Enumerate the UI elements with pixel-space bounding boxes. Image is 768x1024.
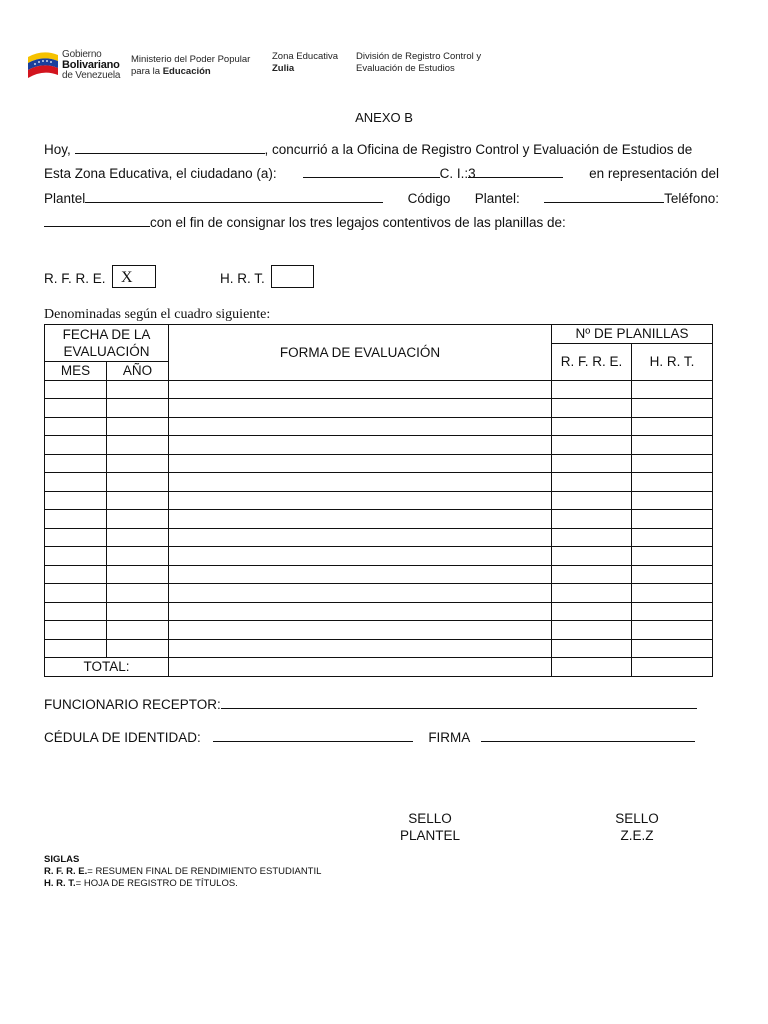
anio-cell[interactable] (107, 417, 169, 436)
rfre-cell[interactable] (552, 528, 632, 547)
rfre-cell[interactable] (552, 491, 632, 510)
anio-cell[interactable] (107, 454, 169, 473)
sello-zez: SELLO Z.E.Z (615, 811, 659, 843)
forma-cell[interactable] (169, 621, 552, 640)
total-rfre-cell[interactable] (552, 658, 632, 677)
hrt-cell[interactable] (632, 528, 713, 547)
forma-cell[interactable] (169, 380, 552, 399)
rfre-cell[interactable] (552, 547, 632, 566)
forma-cell[interactable] (169, 399, 552, 418)
forma-cell[interactable] (169, 639, 552, 658)
forma-cell[interactable] (169, 473, 552, 492)
mes-cell[interactable] (45, 565, 107, 584)
paragraph-line-1: Hoy, , concurrió a la Oficina de Registro Control y Evaluación de Estudios de (44, 138, 719, 162)
forma-cell[interactable] (169, 528, 552, 547)
anio-cell[interactable] (107, 528, 169, 547)
anio-cell[interactable] (107, 621, 169, 640)
rfre-checkbox[interactable]: X (112, 265, 156, 288)
plantel-field[interactable] (85, 187, 383, 203)
anio-cell[interactable] (107, 565, 169, 584)
mes-cell[interactable] (45, 436, 107, 455)
mes-cell[interactable] (45, 584, 107, 603)
forma-cell[interactable] (169, 417, 552, 436)
zona-educativa-header: Zona Educativa Zulia (272, 51, 339, 74)
cedula-firma-line: CÉDULA DE IDENTIDAD: FIRMA (44, 726, 695, 745)
table-row (45, 621, 713, 640)
rfre-cell[interactable] (552, 584, 632, 603)
rfre-cell[interactable] (552, 454, 632, 473)
rfre-column-header: R. F. R. E. (552, 343, 632, 380)
hrt-cell[interactable] (632, 417, 713, 436)
mes-cell[interactable] (45, 399, 107, 418)
rfre-cell[interactable] (552, 510, 632, 529)
table-row (45, 436, 713, 455)
forma-cell[interactable] (169, 547, 552, 566)
anio-cell[interactable] (107, 602, 169, 621)
anio-cell[interactable] (107, 380, 169, 399)
division-header: División de Registro Control y Evaluación de Estudios (356, 51, 482, 74)
total-forma-cell[interactable] (169, 658, 552, 677)
hrt-cell[interactable] (632, 621, 713, 640)
table-row (45, 547, 713, 566)
hrt-label: H. R. T. (220, 271, 265, 286)
rfre-cell[interactable] (552, 473, 632, 492)
hrt-checkbox[interactable] (271, 265, 314, 288)
hrt-cell[interactable] (632, 602, 713, 621)
rfre-label: R. F. R. E. (44, 271, 106, 286)
anio-cell[interactable] (107, 510, 169, 529)
hrt-column-header: H. R. T. (632, 343, 713, 380)
rfre-cell[interactable] (552, 436, 632, 455)
siglas-legend: SIGLAS R. F. R. E.= RESUMEN FINAL DE RENDIMIENTO ESTUDIANTIL H. R. T.= HOJA DE REGISTRO DE TÍTULOS. (44, 854, 322, 889)
table-row (45, 565, 713, 584)
hrt-cell[interactable] (632, 454, 713, 473)
mes-cell[interactable] (45, 639, 107, 658)
hrt-cell[interactable] (632, 547, 713, 566)
telefono-field[interactable] (44, 211, 150, 227)
table-row (45, 417, 713, 436)
sello-plantel: SELLO PLANTEL (399, 811, 461, 843)
anio-cell[interactable] (107, 491, 169, 510)
table-row (45, 639, 713, 658)
total-label: TOTAL: (45, 658, 169, 677)
mes-cell[interactable] (45, 510, 107, 529)
hrt-cell[interactable] (632, 491, 713, 510)
hrt-cell[interactable] (632, 639, 713, 658)
table-row (45, 510, 713, 529)
hoy-fecha-field[interactable] (75, 138, 265, 154)
codigo-plantel-field[interactable] (544, 187, 664, 203)
anio-header: AÑO (107, 362, 169, 381)
mes-cell[interactable] (45, 528, 107, 547)
table-row (45, 491, 713, 510)
paragraph-line-4: con el fin de consignar los tres legajos contentivos de las planillas de: (44, 211, 566, 235)
mes-header: MES (45, 362, 107, 381)
rfre-cell[interactable] (552, 565, 632, 584)
rfre-cell[interactable] (552, 380, 632, 399)
forma-cell[interactable] (169, 436, 552, 455)
paragraph-line-3: Plantel Código Plantel: Teléfono: (44, 187, 719, 211)
anio-cell[interactable] (107, 436, 169, 455)
forma-cell[interactable] (169, 510, 552, 529)
ministerio-header: Ministerio del Poder Popular para la Educación (131, 54, 251, 77)
hrt-cell[interactable] (632, 380, 713, 399)
funcionario-receptor-line: FUNCIONARIO RECEPTOR: (44, 693, 697, 712)
mes-cell[interactable] (45, 380, 107, 399)
hrt-cell[interactable] (632, 399, 713, 418)
anio-cell[interactable] (107, 547, 169, 566)
mes-cell[interactable] (45, 602, 107, 621)
mes-cell[interactable] (45, 621, 107, 640)
forma-cell[interactable] (169, 602, 552, 621)
mes-cell[interactable] (45, 473, 107, 492)
evaluation-table (44, 324, 713, 677)
rfre-cell[interactable] (552, 621, 632, 640)
planillas-header: Nº DE PLANILLAS (552, 325, 713, 344)
forma-header: FORMA DE EVALUACIÓN (169, 325, 552, 381)
table-row (45, 399, 713, 418)
hrt-cell[interactable] (632, 510, 713, 529)
mes-cell[interactable] (45, 417, 107, 436)
total-hrt-cell[interactable] (632, 658, 713, 677)
funcionario-field[interactable] (221, 693, 697, 709)
anio-cell[interactable] (107, 584, 169, 603)
table-row (45, 380, 713, 399)
forma-cell[interactable] (169, 491, 552, 510)
document-title: ANEXO B (355, 110, 413, 125)
hrt-cell[interactable] (632, 565, 713, 584)
rfre-cell[interactable] (552, 399, 632, 418)
table-caption: Denominadas según el cuadro siguiente: (44, 307, 271, 322)
cedula-identidad-field[interactable] (213, 726, 413, 742)
table-row (45, 528, 713, 547)
table-row (45, 602, 713, 621)
mes-cell[interactable] (45, 454, 107, 473)
forma-cell[interactable] (169, 565, 552, 584)
hrt-cell[interactable] (632, 584, 713, 603)
forma-cell[interactable] (169, 584, 552, 603)
gobierno-bolivariano-wordmark: Gobierno Bolivariano de Venezuela (62, 49, 121, 81)
gobierno-flag-logo-icon (26, 47, 60, 81)
forma-cell[interactable] (169, 454, 552, 473)
mes-cell[interactable] (45, 547, 107, 566)
anio-cell[interactable] (107, 399, 169, 418)
mes-cell[interactable] (45, 491, 107, 510)
firma-field[interactable] (481, 726, 695, 742)
rfre-cell[interactable] (552, 417, 632, 436)
table-row (45, 584, 713, 603)
hrt-cell[interactable] (632, 473, 713, 492)
rfre-cell[interactable] (552, 639, 632, 658)
ciudadano-field[interactable] (303, 162, 440, 178)
cedula-field[interactable]: 3 (468, 162, 563, 178)
rfre-cell[interactable] (552, 602, 632, 621)
hrt-cell[interactable] (632, 436, 713, 455)
fecha-header: FECHA DE LA EVALUACIÓN (45, 325, 169, 362)
table-row (45, 454, 713, 473)
paragraph-line-2: Esta Zona Educativa, el ciudadano (a): C. I.:3 en representación del (44, 162, 719, 186)
table-row (45, 473, 713, 492)
anio-cell[interactable] (107, 639, 169, 658)
anio-cell[interactable] (107, 473, 169, 492)
